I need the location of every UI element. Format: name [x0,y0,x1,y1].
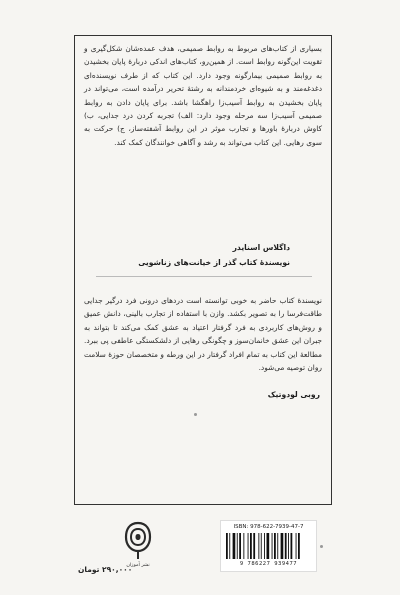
barcode-bar [250,533,252,559]
barcode-bar [277,533,278,559]
barcode-bar [248,533,249,559]
barcode-bar [237,533,238,559]
barcode-bar [226,533,228,559]
barcode-bar [267,533,270,559]
barcode-bar [258,533,259,559]
barcode-digits: 9 786227 939477 [239,561,298,567]
author-top-description: نویسندهٔ کتاب گذر از خیانت‌های زناشویی [138,258,290,267]
isbn-text: ISBN: 978-622-7939-47-7 [233,524,304,530]
barcode-bar [281,533,284,559]
barcode [220,520,317,572]
barcode-bar [264,533,265,559]
publisher-name: نشر آموزان [126,563,150,568]
barcode-bar [296,533,297,559]
barcode-bar [261,533,262,559]
decorative-dot [194,413,197,416]
author-bottom-name: روبی لودوتیک [267,390,320,399]
blurb-bottom: نویسندهٔ کتاب حاضر به خوبی توانسته است دردهای درونی فرد درگیر جدایی طاقت‌فرسا را به تصویر بکشد. وازن با استفاده از تجارب بالینی، دانش عمیق و روش‌های کاربردی به فرد گرفتار اعتیاد به عشق کمک می‌کند تا بتواند به جبران این عشق خانمان‌سوز و چگونگی رهایی از دلشکستگی عاطفی پی ببرد. مطالعهٔ این کتاب به تمام افراد گرفتار در این ورطه و متخصصان حوزهٔ سلامت روان توصیه می‌شود. [84,296,322,373]
barcode-bar [291,533,293,559]
section-divider [96,276,312,277]
barcode-bar [239,533,241,559]
barcode-bar [229,533,230,559]
price-label: ۲۹۰,۰۰۰ تومان [78,565,133,574]
barcode-bar [298,533,300,559]
barcode-bar [272,533,273,559]
barcode-bar [253,533,255,559]
barcode-bar [285,533,287,559]
publisher-logo-icon [123,520,153,562]
decorative-dot [320,545,323,548]
barcode-bar [274,533,276,559]
blurb-top: بسیاری از کتاب‌های مربوط به روابط صمیمی، هدف عمده‌شان شکل‌گیری و تقویت این‌گونه روابط است. از همین‌رو، کتاب‌های اندکی دربارهٔ پایان بخشیدن به روابط صمیمی بیمارگونه وجود دارد. این کتاب که از طرف نویسنده‌ای دغدغه‌مند و به شیوه‌ای خردمندانه به رشتهٔ تحریر درآمده است، می‌تواند در پایان بخشیدن به روابط آسیب‌زا راهگشا باشد. برای پایان دادن به روابط صمیمی آسیب‌زا سه مرحله وجود دارد: الف) تجربه کردن درد جدایی، ب) کاوش دربارهٔ باورها و تجارب موثر در این روابط آشفته‌ساز، ج) حرکت به سوی رهایی. این کتاب می‌تواند به رشد و آگاهی خوانندگان کمک کند. [84,44,322,147]
author-top-name: داگلاس اسنایدر [232,243,290,252]
barcode-bars [226,533,311,559]
barcode-bar [243,533,244,559]
barcode-bar [288,533,289,559]
barcode-bar [233,533,236,559]
